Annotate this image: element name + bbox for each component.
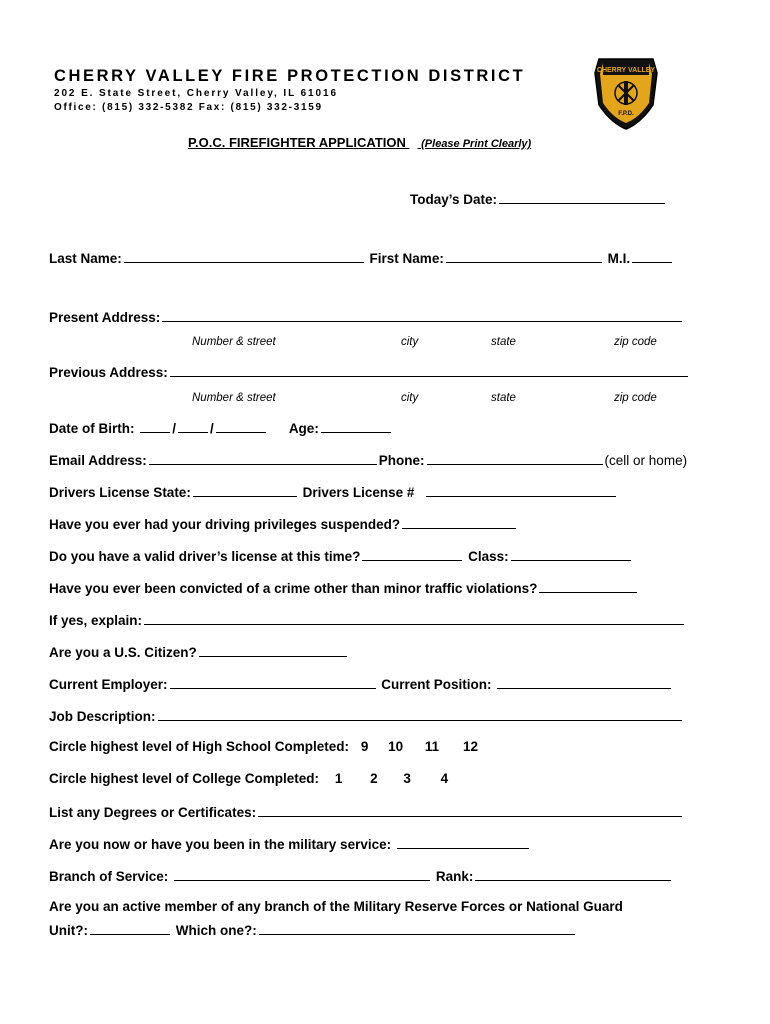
citizen-field[interactable] xyxy=(199,643,347,657)
dob-row: Date of Birth: / / Age: xyxy=(49,419,393,436)
class-label: Class: xyxy=(468,549,509,564)
email-phone-row xyxy=(49,451,687,468)
dob-year-field[interactable] xyxy=(216,419,266,433)
branch-rank-row xyxy=(49,867,673,884)
todays-date-row xyxy=(410,190,667,207)
org-name: CHERRY VALLEY FIRE PROTECTION DISTRICT xyxy=(54,67,526,85)
college-row xyxy=(49,771,448,786)
todays-date-field[interactable] xyxy=(499,190,665,204)
email-label: Email Address: xyxy=(49,453,147,468)
valid-license-row xyxy=(49,547,633,564)
previous-address-label: Previous Address: xyxy=(49,365,168,380)
job-description-row xyxy=(49,707,684,724)
college-option-4[interactable]: 4 xyxy=(440,771,449,786)
todays-date-label: Today’s Date: xyxy=(410,192,498,207)
first-name-field[interactable] xyxy=(446,249,602,263)
previous-sub-state: state xyxy=(491,392,516,404)
employment-row xyxy=(49,675,673,692)
convicted-row xyxy=(49,579,639,596)
class-field[interactable] xyxy=(511,547,631,561)
phone-field[interactable] xyxy=(427,451,603,465)
explain-label: If yes, explain: xyxy=(49,613,143,628)
present-address-row xyxy=(49,308,684,325)
convicted-question: Have you ever been convicted of a crime other than minor traffic violations? xyxy=(49,581,538,596)
fire-district-badge-icon xyxy=(591,55,661,131)
college-option-1[interactable]: 1 xyxy=(334,771,343,786)
last-name-field[interactable] xyxy=(124,249,364,263)
present-address-field[interactable] xyxy=(162,308,682,322)
college-label: Circle highest level of College Completed: xyxy=(49,771,320,786)
dob-month-field[interactable] xyxy=(140,419,170,433)
badge-bottom-text: F.P.D. xyxy=(618,111,634,117)
previous-sub-city: city xyxy=(401,392,419,404)
previous-address-field[interactable] xyxy=(170,363,688,377)
dl-state-label: Drivers License State: xyxy=(49,485,191,500)
convicted-field[interactable] xyxy=(539,579,637,593)
form-title xyxy=(188,135,531,150)
phone-label: Phone: xyxy=(378,453,425,468)
which-field[interactable] xyxy=(259,921,575,935)
unit-field[interactable] xyxy=(90,921,170,935)
military-row xyxy=(49,835,531,852)
unit-row xyxy=(49,921,577,938)
dob-day-field[interactable] xyxy=(178,419,208,433)
valid-license-question: Do you have a valid driver’s license at this time? xyxy=(49,549,361,564)
military-question: Are you now or have you been in the military service: xyxy=(49,837,392,852)
position-label: Current Position: xyxy=(381,677,492,692)
org-address: 202 E. State Street, Cherry Valley, IL 61016 xyxy=(54,88,338,99)
degrees-label: List any Degrees or Certificates: xyxy=(49,805,257,820)
previous-sub-street: Number & street xyxy=(192,392,276,404)
form-title-text: P.O.C. FIREFIGHTER APPLICATION xyxy=(188,135,406,150)
reserve-question: Are you an active member of any branch of the Military Reserve Forces or National Guard xyxy=(49,899,623,914)
age-label: Age: xyxy=(288,421,319,436)
employer-label: Current Employer: xyxy=(49,677,168,692)
college-option-3[interactable]: 3 xyxy=(403,771,411,786)
present-sub-street: Number & street xyxy=(192,336,276,348)
previous-address-row xyxy=(49,363,690,380)
first-name-label: First Name: xyxy=(369,251,444,266)
suspended-question: Have you ever had your driving privileges suspended? xyxy=(49,517,401,532)
military-field[interactable] xyxy=(397,835,529,849)
badge-top-text: CHERRY VALLEY xyxy=(596,67,656,74)
age-field[interactable] xyxy=(321,419,391,433)
dl-number-label: Drivers License # xyxy=(302,485,415,500)
degrees-field[interactable] xyxy=(258,803,682,817)
drivers-license-row xyxy=(49,483,618,500)
job-description-label: Job Description: xyxy=(49,709,156,724)
degrees-row xyxy=(49,803,684,820)
which-label: Which one?: xyxy=(175,923,257,938)
dob-label: Date of Birth: xyxy=(49,421,135,436)
branch-label: Branch of Service: xyxy=(49,869,169,884)
mi-label: M.I. xyxy=(607,251,631,266)
present-sub-zip: zip code xyxy=(614,336,657,348)
suspended-field[interactable] xyxy=(402,515,516,529)
college-option-2[interactable]: 2 xyxy=(370,771,378,786)
previous-sub-zip: zip code xyxy=(614,392,657,404)
valid-license-field[interactable] xyxy=(362,547,462,561)
mi-field[interactable] xyxy=(632,249,672,263)
suspended-row xyxy=(49,515,518,532)
explain-row xyxy=(49,611,686,628)
present-sub-city: city xyxy=(401,336,419,348)
last-name-label: Last Name: xyxy=(49,251,122,266)
unit-label: Unit?: xyxy=(49,923,88,938)
citizen-row xyxy=(49,643,349,660)
job-description-field[interactable] xyxy=(158,707,682,721)
dl-state-field[interactable] xyxy=(193,483,297,497)
explain-field[interactable] xyxy=(144,611,684,625)
org-contact: Office: (815) 332-5382 Fax: (815) 332-3159 xyxy=(54,102,323,113)
high-school-row xyxy=(49,739,478,754)
employer-field[interactable] xyxy=(170,675,376,689)
hs-option-12[interactable]: 12 xyxy=(462,739,478,754)
rank-field[interactable] xyxy=(475,867,671,881)
present-sub-state: state xyxy=(491,336,516,348)
phone-note: (cell or home) xyxy=(604,453,688,468)
hs-option-9[interactable]: 9 xyxy=(360,739,369,754)
email-field[interactable] xyxy=(149,451,377,465)
branch-field[interactable] xyxy=(174,867,430,881)
dl-number-field[interactable] xyxy=(426,483,616,497)
hs-option-10[interactable]: 10 xyxy=(388,739,404,754)
hs-option-11[interactable]: 11 xyxy=(424,739,440,754)
citizen-question: Are you a U.S. Citizen? xyxy=(49,645,197,660)
high-school-label: Circle highest level of High School Completed: xyxy=(49,739,350,754)
name-row xyxy=(49,249,674,266)
form-title-note: (Please Print Clearly) xyxy=(421,138,532,150)
position-field[interactable] xyxy=(497,675,671,689)
present-address-label: Present Address: xyxy=(49,310,161,325)
rank-label: Rank: xyxy=(435,869,474,884)
